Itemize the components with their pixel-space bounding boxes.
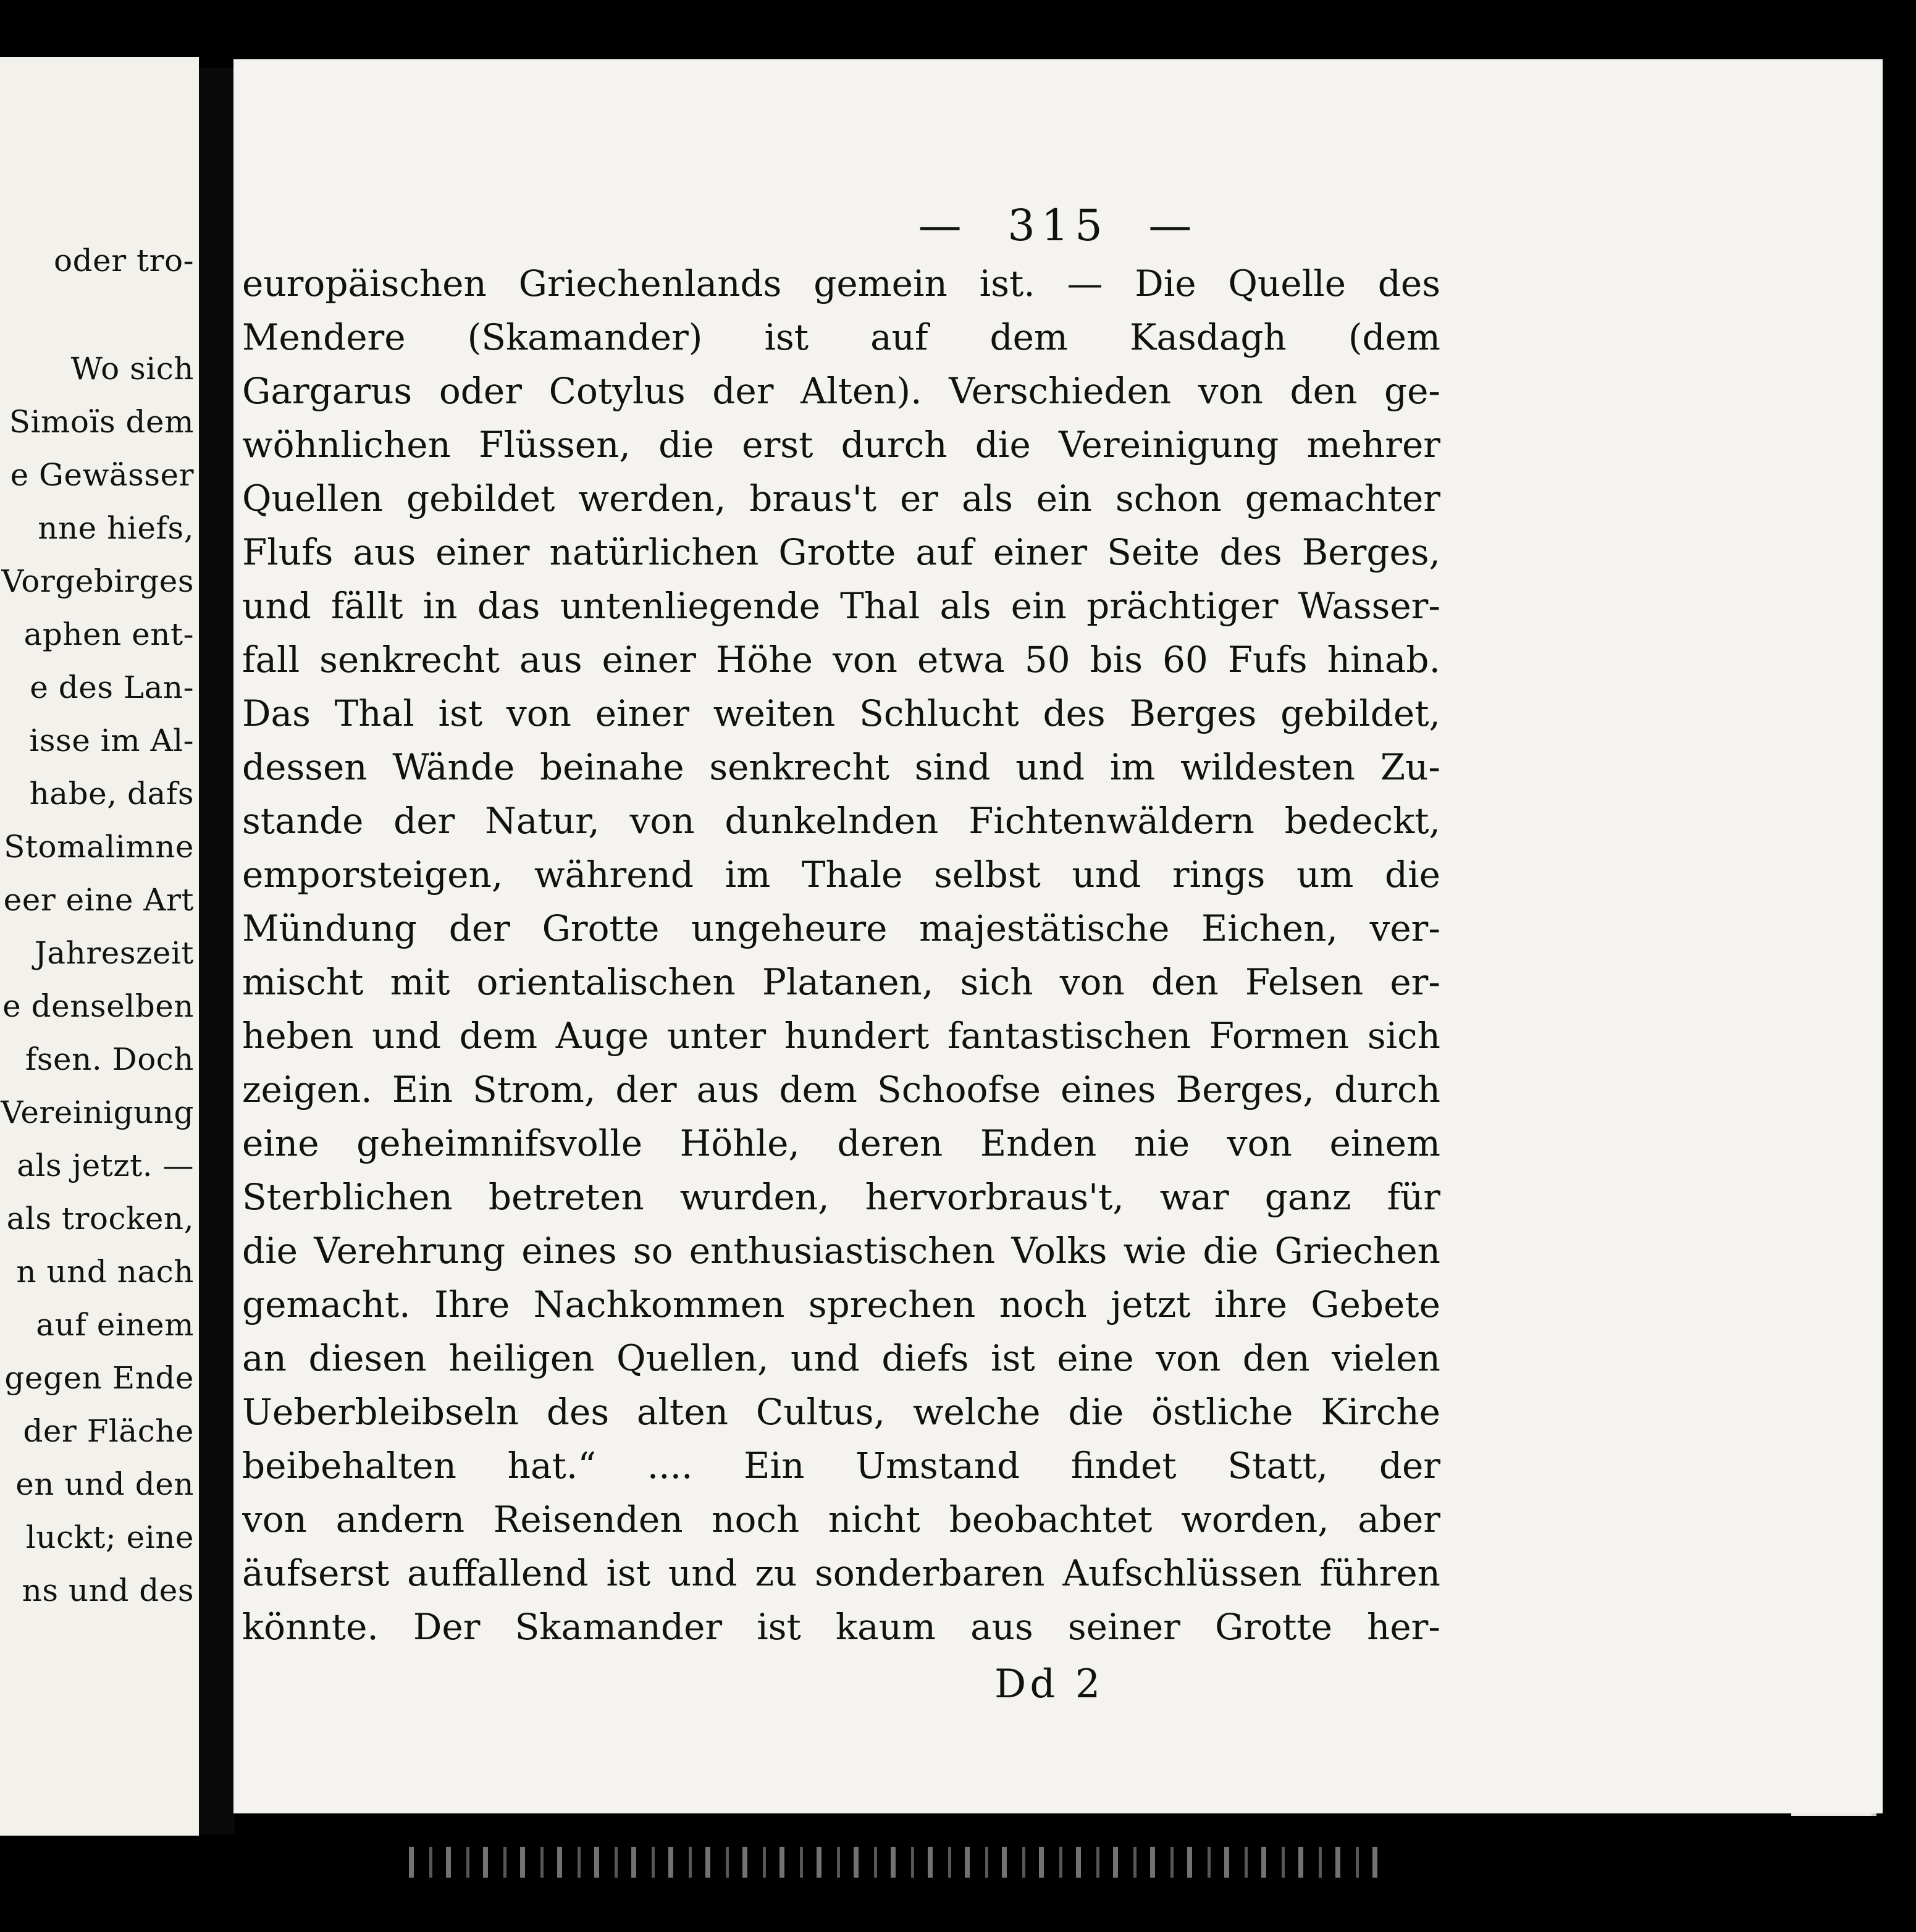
- left-text-line: ns und des: [22, 1573, 194, 1608]
- left-text-line: luckt; eine: [25, 1519, 194, 1555]
- text-line: Mündung der Grotte ungeheure majestätische Eichen, ver-: [242, 907, 1440, 949]
- left-text-line: als jetzt. —: [17, 1148, 194, 1183]
- text-line: heben und dem Auge unter hundert fantastischen Formen sich: [242, 1015, 1440, 1057]
- left-text-line: Stomalimne: [4, 829, 194, 865]
- left-text-line: aphen ent-: [23, 616, 194, 652]
- text-line: und fällt in das untenliegende Thal als ein prächtiger Wasser-: [242, 585, 1440, 627]
- page-number: 315: [1007, 200, 1109, 251]
- left-text-line: e denselben: [2, 988, 194, 1024]
- text-line: Quellen gebildet werden, braus't er als ein schon gemachter: [242, 477, 1440, 519]
- left-text-line: gegen Ende: [4, 1360, 194, 1396]
- text-line: von andern Reisenden noch nicht beobachtet worden, aber: [242, 1498, 1440, 1540]
- left-text-line: n und nach: [16, 1254, 194, 1290]
- scan-noise: [395, 1847, 1384, 1878]
- header-dash-right: —: [1148, 200, 1198, 251]
- text-line: die Verehrung eines so enthusiastischen Volks wie die Griechen: [242, 1230, 1440, 1272]
- text-line: Mendere (Skamander) ist auf dem Kasdagh (dem: [242, 316, 1440, 358]
- text-line: zeigen. Ein Strom, der aus dem Schoofse eines Berges, durch: [242, 1069, 1440, 1111]
- text-line: mischt mit orientalischen Platanen, sich von den Felsen er-: [242, 961, 1440, 1003]
- text-line: Gargarus oder Cotylus der Alten). Verschieden von den ge-: [242, 370, 1440, 412]
- header-dash-left: —: [918, 200, 968, 251]
- left-text-line: Vereinigung: [1, 1094, 194, 1130]
- left-text-line: der Fläche: [23, 1413, 194, 1449]
- body-text: [242, 257, 1440, 1654]
- text-line: Flufs aus einer natürlichen Grotte auf einer Seite des Berges,: [242, 531, 1440, 573]
- left-text-line: auf einem: [36, 1307, 194, 1343]
- text-line: eine geheimnifsvolle Höhle, deren Enden nie von einem: [242, 1122, 1440, 1164]
- text-line: äufserst auffallend ist und zu sonderbaren Aufschlüssen führen: [242, 1552, 1440, 1594]
- text-line: Das Thal ist von einer weiten Schlucht des Berges gebildet,: [242, 692, 1440, 734]
- left-text-line: Jahreszeit: [34, 935, 194, 971]
- left-text-line: isse im Al-: [29, 723, 194, 758]
- left-text-line: oder tro-: [54, 243, 194, 279]
- left-text-line: nne hiefs,: [38, 510, 194, 546]
- text-line: fall senkrecht aus einer Höhe von etwa 50 bis 60 Fufs hinab.: [242, 639, 1440, 681]
- text-line: wöhnlichen Flüssen, die erst durch die Vereinigung mehrer: [242, 424, 1440, 466]
- text-line: Ueberbleibseln des alten Cultus, welche die östliche Kirche: [242, 1391, 1440, 1433]
- text-line: emporsteigen, während im Thale selbst und rings um die: [242, 854, 1440, 896]
- text-line: europäischen Griechenlands gemein ist. — Die Quelle des: [242, 262, 1440, 304]
- left-text-line: als trocken,: [6, 1201, 194, 1237]
- text-line: könnte. Der Skamander ist kaum aus seiner Grotte her-: [242, 1606, 1440, 1648]
- left-text-line: Vorgebirges: [1, 563, 194, 599]
- text-line: Sterblichen betreten wurden, hervorbraus't, war ganz für: [242, 1176, 1440, 1218]
- left-text-line: en und den: [15, 1466, 194, 1502]
- left-text-line: eer eine Art: [3, 882, 194, 918]
- left-text-line: fsen. Doch: [25, 1041, 194, 1077]
- left-text-line: e des Lan-: [30, 670, 194, 705]
- left-text-line: Simoïs dem: [9, 404, 194, 440]
- text-line: stande der Natur, von dunkelnden Fichtenwäldern bedeckt,: [242, 800, 1440, 842]
- text-line: an diesen heiligen Quellen, und diefs ist eine von den vielen: [242, 1337, 1440, 1379]
- text-line: gemacht. Ihre Nachkommen sprechen noch jetzt ihre Gebete: [242, 1283, 1440, 1325]
- text-line: dessen Wände beinahe senkrecht sind und im wildesten Zu-: [242, 746, 1440, 788]
- left-text-line: habe, dafs: [29, 776, 194, 812]
- left-text-line: Wo sich: [70, 351, 194, 387]
- book-gutter: [199, 68, 235, 1834]
- signature-mark: Dd 2: [994, 1661, 1104, 1707]
- text-line: beibehalten hat.“ .... Ein Umstand findet Statt, der: [242, 1445, 1440, 1487]
- left-page-fragment: [0, 57, 199, 1836]
- page-header: [233, 200, 1883, 251]
- left-text-line: e Gewässer: [10, 457, 194, 493]
